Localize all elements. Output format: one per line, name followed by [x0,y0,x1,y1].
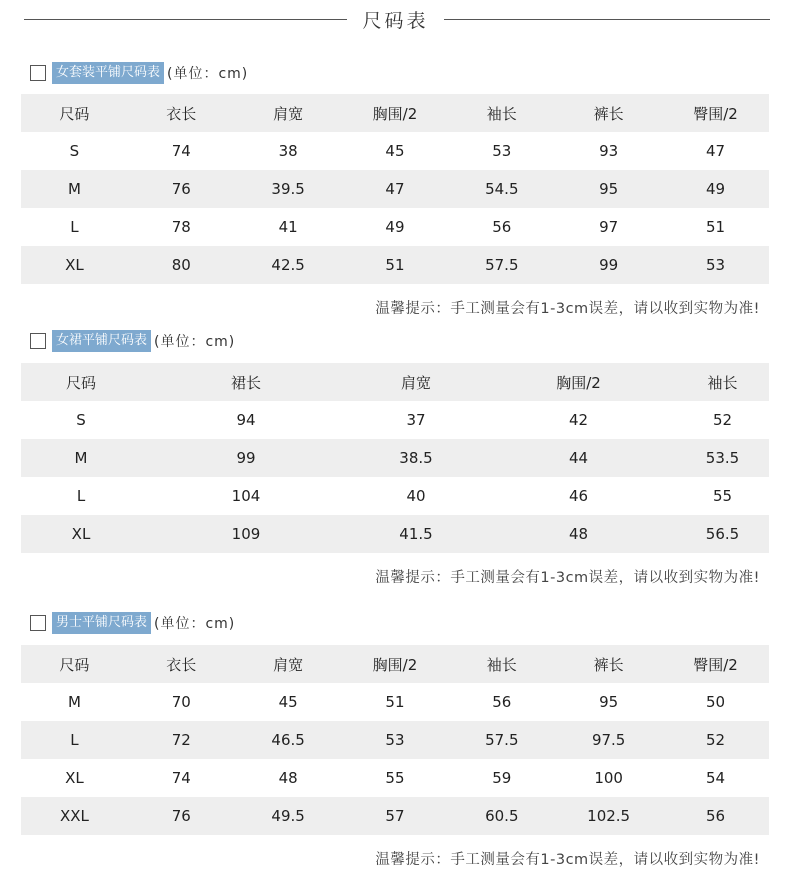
table-cell: L [76,487,86,505]
table-cell: 93 [599,142,619,160]
table-header-row [21,94,769,132]
table-row [21,515,769,553]
checkbox-womens-dress[interactable] [30,333,46,349]
table-cell: 56.5 [705,525,740,543]
title-divider-right [444,19,770,20]
table-cell: 78 [171,218,191,236]
table-cell: 46.5 [271,731,305,749]
table-cell: 80 [171,256,191,274]
table-cell: S [76,411,86,429]
table-row [21,797,769,835]
table-cell: 53 [492,142,512,160]
table-cell: 56 [705,807,726,825]
table-cell: 51 [385,693,405,711]
section-tag: 女裙平铺尺码表 [52,330,151,352]
title-divider-left [24,19,347,20]
table-header-row [21,363,769,401]
header-cell: 衣长 [166,104,197,123]
measurement-note: 温馨提示：手工测量会有1-3cm误差，请以收到实物为准! [375,570,760,586]
table-cell: 99 [599,256,619,274]
table-cell: 49.5 [271,807,305,825]
table-cell: 56 [492,218,512,236]
header-cell: 肩宽 [400,373,431,392]
table-cell: 40 [406,487,426,505]
header-cell: 裤长 [593,104,624,123]
table-cell: 53 [705,256,726,274]
header-cell: 衣长 [166,655,197,674]
table-cell: 46 [568,487,589,505]
table-cell: 52 [705,731,726,749]
table-cell: 48 [568,525,589,543]
table-row [21,208,769,246]
table-cell: S [69,142,80,160]
table-cell: 55 [712,487,733,505]
header-cell: 肩宽 [273,655,304,674]
table-row [21,401,769,439]
table-cell: 49 [385,218,405,236]
table-row [21,477,769,515]
header-cell: 肩宽 [273,104,304,123]
table-cell: 53 [385,731,405,749]
table-cell: 74 [171,142,191,160]
table-cell: 45 [385,142,405,160]
checkbox-womens-suit[interactable] [30,65,46,81]
table-cell: 102.5 [587,807,631,825]
table-row [21,132,769,170]
table-cell: 95 [599,693,619,711]
table-cell: 99 [236,449,256,467]
table-cell: 94 [236,411,256,429]
table-header-row [21,645,769,683]
table-cell: XL [65,256,84,274]
header-cell: 臀围/2 [693,104,738,123]
table-cell: 97.5 [591,731,626,749]
table-row [21,439,769,477]
measurement-note: 温馨提示：手工测量会有1-3cm误差，请以收到实物为准! [375,852,760,868]
table-cell: 57.5 [485,731,519,749]
size-table-womens-dress [21,363,769,553]
table-cell: M [67,693,81,711]
table-cell: 44 [568,449,589,467]
unit-label: (单位：cm) [167,66,249,82]
table-cell: 95 [599,180,619,198]
table-cell: 76 [171,180,191,198]
header-cell: 臀围/2 [693,655,738,674]
table-row [21,246,769,284]
table-cell: 48 [278,769,298,787]
table-cell: 97 [599,218,619,236]
table-cell: 109 [231,525,261,543]
table-cell: 74 [171,769,191,787]
header-cell: 尺码 [59,104,90,123]
header-cell: 袖长 [486,655,517,674]
section-tag: 男士平铺尺码表 [52,612,151,634]
table-cell: 56 [492,693,512,711]
table-cell: XL [71,525,91,543]
header-cell: 尺码 [59,655,90,674]
header-cell: 尺码 [65,373,96,392]
table-cell: 42 [568,411,589,429]
table-cell: 51 [705,218,726,236]
table-cell: 53.5 [705,449,740,467]
table-cell: M [67,180,81,198]
table-cell: 59 [492,769,512,787]
table-cell: M [74,449,88,467]
table-cell: 104 [231,487,261,505]
table-cell: 39.5 [271,180,305,198]
page-header [0,0,790,40]
table-cell: 38 [278,142,298,160]
size-table-womens-suit [21,94,769,284]
table-row [21,759,769,797]
table-cell: 55 [385,769,405,787]
section-header-womens-dress [30,330,235,352]
table-cell: 41 [278,218,298,236]
header-cell: 胸围/2 [372,104,418,123]
table-cell: XL [65,769,84,787]
section-tag: 女套装平铺尺码表 [52,62,164,84]
table-row [21,170,769,208]
header-cell: 胸围/2 [372,655,418,674]
table-cell: L [70,731,79,749]
header-cell: 裙长 [230,373,261,392]
section-header-womens-suit [30,62,248,84]
header-cell: 袖长 [707,373,738,392]
measurement-note: 温馨提示：手工测量会有1-3cm误差，请以收到实物为准! [375,301,760,317]
table-cell: 54.5 [485,180,519,198]
table-cell: 54 [705,769,726,787]
table-cell: 47 [705,142,726,160]
table-cell: 42.5 [271,256,305,274]
table-cell: 52 [712,411,733,429]
table-cell: 51 [385,256,405,274]
unit-label: (单位：cm) [154,616,236,632]
table-cell: 70 [171,693,191,711]
table-cell: 37 [406,411,426,429]
table-cell: 57 [385,807,405,825]
table-cell: 38.5 [399,449,433,467]
unit-label: (单位：cm) [154,334,236,350]
header-cell: 胸围/2 [556,373,601,392]
table-cell: 50 [705,693,726,711]
table-cell: 47 [385,180,405,198]
table-cell: 45 [278,693,298,711]
table-cell: 49 [705,180,726,198]
table-cell: 76 [171,807,191,825]
checkbox-mens[interactable] [30,615,46,631]
size-table-mens [21,645,769,835]
page-title: 尺码表 [362,10,429,32]
table-cell: 100 [594,769,623,787]
header-cell: 裤长 [593,655,624,674]
table-cell: L [70,218,79,236]
table-row [21,683,769,721]
section-header-mens [30,612,235,634]
table-cell: 72 [171,731,191,749]
table-cell: 41.5 [399,525,433,543]
table-cell: 57.5 [485,256,519,274]
table-cell: 60.5 [485,807,519,825]
header-cell: 袖长 [486,104,517,123]
table-cell: XXL [59,807,89,825]
table-row [21,721,769,759]
